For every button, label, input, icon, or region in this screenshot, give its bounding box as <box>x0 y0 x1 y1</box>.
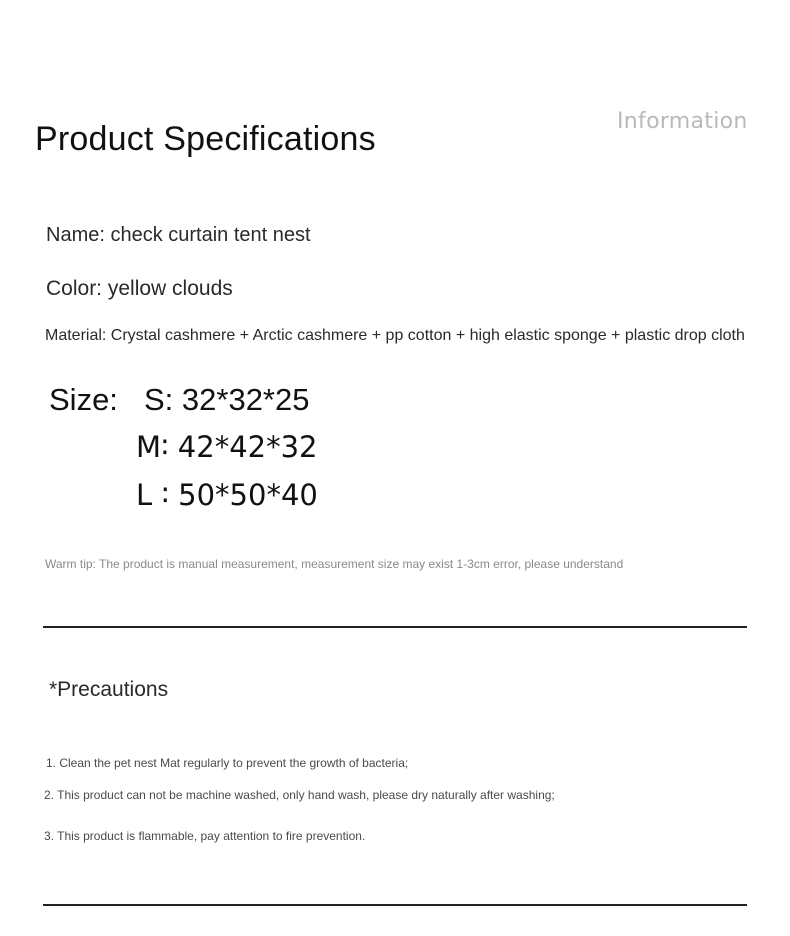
size-l: L ∶ 50*50*40 <box>136 478 318 512</box>
spec-name: Name: check curtain tent nest <box>46 224 311 246</box>
precautions-heading: *Precautions <box>49 678 169 701</box>
precaution-item: 2. This product can not be machine washed, only hand wash, please dry naturally after washing; <box>44 788 555 802</box>
precaution-item: 1. Clean the pet nest Mat regularly to prevent the growth of bacteria; <box>46 756 409 770</box>
section-divider <box>43 626 747 628</box>
size-m: M∶ 42*42*32 <box>136 430 318 464</box>
spec-material: Material: Crystal cashmere + Arctic cashmere + pp cotton + high elastic sponge + plastic drop cloth <box>45 327 745 344</box>
section-divider <box>43 904 747 906</box>
page-title: Product Specifications <box>35 120 376 158</box>
warm-tip: Warm tip: The product is manual measurement, measurement size may exist 1-3cm error, please understand <box>45 557 624 571</box>
size-s: S: 32*32*25 <box>144 382 310 417</box>
size-label: Size: <box>49 382 118 417</box>
information-label: Information <box>617 109 748 134</box>
precaution-item: 3. This product is flammable, pay attention to fire prevention. <box>44 829 366 843</box>
spec-color: Color: yellow clouds <box>46 277 233 300</box>
